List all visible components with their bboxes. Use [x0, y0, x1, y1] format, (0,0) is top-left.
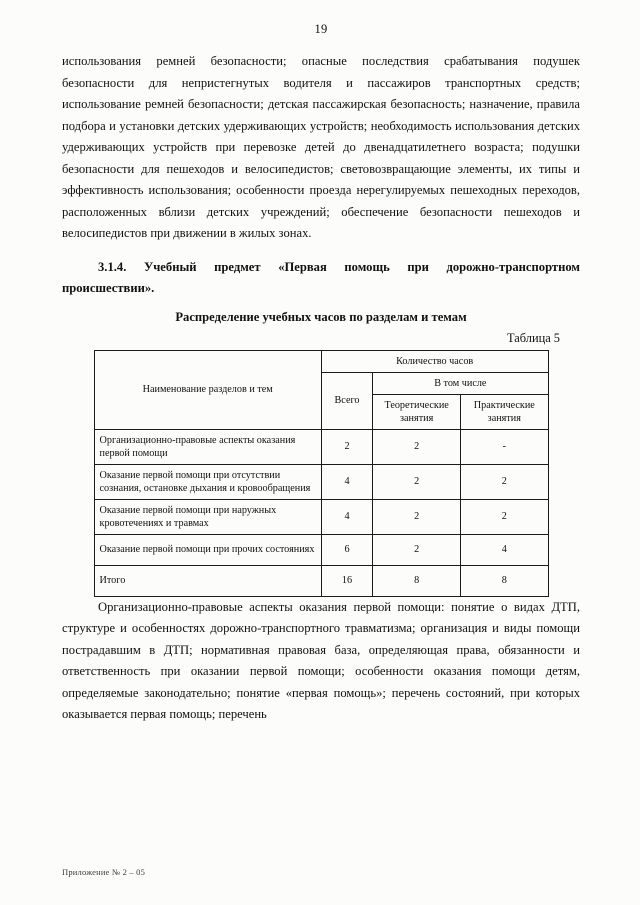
row-practice: - [461, 429, 548, 464]
total-row-theory: 8 [373, 565, 461, 596]
total-row-total: 16 [321, 565, 372, 596]
row-practice: 4 [461, 534, 548, 565]
header-hours-group: Количество часов [321, 350, 548, 372]
header-total: Всего [321, 372, 372, 429]
row-practice: 2 [461, 464, 548, 499]
table-row [94, 534, 548, 565]
row-practice: 2 [461, 499, 548, 534]
footer-note: Приложение № 2 – 05 [62, 867, 146, 877]
table-row [94, 464, 548, 499]
paragraph-continued: использования ремней безопасности; опасные последствия срабатывания подушек безопасности для непристегнутых водителя и пассажиров транспортных средств; использование ремней безопасности; детская пассажирская безопасность; назначение, правила подбора и установки детских удерживающих устройств; необходимость использования детских удерживающих устройств при перевозке детей до двенадцатилетнего возраста; подушки безопасности для пешеходов и велосипедистов; световозвращающие элементы, их типы и эффективность использования; особенности проезда нерегулируемых пешеходных переходов, расположенных вблизи детских учреждений; обеспечение безопасности пешеходов и велосипедистов при движении в жилых зонах. [62, 54, 580, 240]
header-theory: Теоретические занятия [373, 394, 461, 429]
table-header-row-1 [94, 350, 548, 372]
total-row-practice: 8 [461, 565, 548, 596]
hours-distribution-table [94, 350, 549, 597]
row-total: 6 [321, 534, 372, 565]
row-name: Оказание первой помощи при наружных кровотечениях и травмах [94, 499, 321, 534]
table-row [94, 499, 548, 534]
row-total: 4 [321, 499, 372, 534]
header-name: Наименование разделов и тем [94, 350, 321, 429]
section-heading-3-1-4: 3.1.4. Учебный предмет «Первая помощь при дорожно-транспортном происшествии». [62, 259, 580, 295]
table-body [94, 429, 548, 596]
paragraph-after-table: Организационно-правовые аспекты оказания первой помощи: понятие о видах ДТП, структуре и особенностях дорожно-транспортного травматизма; организация и виды помощи пострадавшим в ДТП; нормативная правовая база, определяющая права, обязанности и ответственность при оказании первой помощи; особенности оказания помощи детям, определяемые законодательно; понятие «первая помощь»; перечень состояний, при которых оказывается первая помощь; перечень [62, 599, 580, 721]
row-total: 4 [321, 464, 372, 499]
row-theory: 2 [373, 534, 461, 565]
table-caption: Таблица 5 [507, 330, 560, 345]
row-theory: 2 [373, 429, 461, 464]
table-row [94, 429, 548, 464]
row-theory: 2 [373, 499, 461, 534]
row-name: Организационно-правовые аспекты оказания первой помощи [94, 429, 321, 464]
table-head [94, 350, 548, 429]
header-practice: Практические занятия [461, 394, 548, 429]
page-number: 19 [314, 22, 328, 36]
row-name: Оказание первой помощи при прочих состояниях [94, 534, 321, 565]
table-total-row [94, 565, 548, 596]
row-total: 2 [321, 429, 372, 464]
row-name: Оказание первой помощи при отсутствии сознания, остановке дыхания и кровообращения [94, 464, 321, 499]
header-including: В том числе [373, 372, 548, 394]
row-theory: 2 [373, 464, 461, 499]
table-title: Распределение учебных часов по разделам и темам [175, 309, 467, 324]
total-row-name: Итого [94, 565, 321, 596]
